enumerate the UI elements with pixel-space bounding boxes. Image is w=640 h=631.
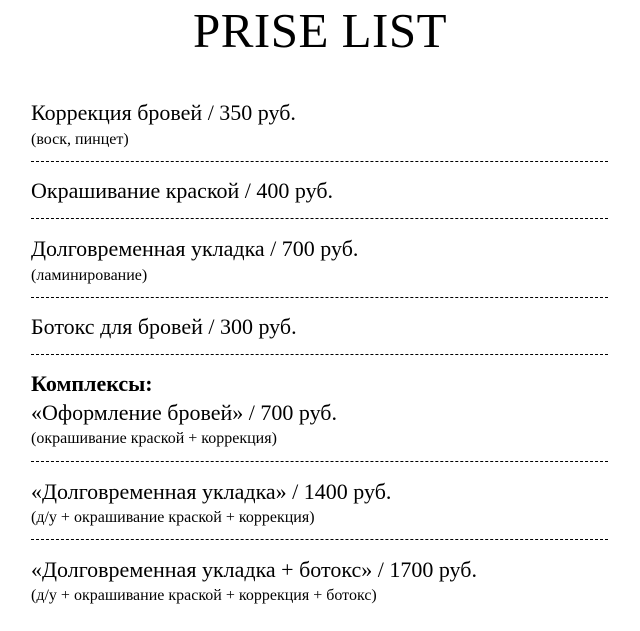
page-title: PRISE LIST — [192, 3, 448, 58]
dashed-divider — [31, 539, 608, 540]
complex-item-long-term-styling: «Долговременная укладка» / 1400 руб. — [31, 479, 392, 504]
price-item-long-term-styling: Долговременная укладка / 700 руб. — [31, 236, 359, 261]
dashed-divider — [31, 354, 608, 355]
price-item-brow-correction: Коррекция бровей / 350 руб. — [31, 100, 296, 125]
dashed-divider — [31, 161, 608, 162]
price-item-botox: Ботокс для бровей / 300 руб. — [31, 314, 297, 339]
price-item-note: (воск, пинцет) — [31, 131, 129, 148]
complex-item-note: (д/у + окрашивание краской + коррекция) — [31, 509, 315, 526]
dashed-divider — [31, 461, 608, 462]
complex-item-brow-design: «Оформление бровей» / 700 руб. — [31, 400, 338, 425]
complexes-heading: Комплексы: — [31, 371, 153, 396]
price-item-note: (ламинирование) — [31, 267, 148, 284]
complex-item-note: (окрашивание краской + коррекция) — [31, 430, 277, 447]
complex-item-note: (д/у + окрашивание краской + коррекция + ботокс) — [31, 587, 377, 604]
dashed-divider — [31, 297, 608, 298]
price-item-tinting: Окрашивание краской / 400 руб. — [31, 178, 334, 203]
dashed-divider — [31, 218, 608, 219]
complex-item-styling-botox: «Долговременная укладка + ботокс» / 1700 руб. — [31, 557, 477, 582]
